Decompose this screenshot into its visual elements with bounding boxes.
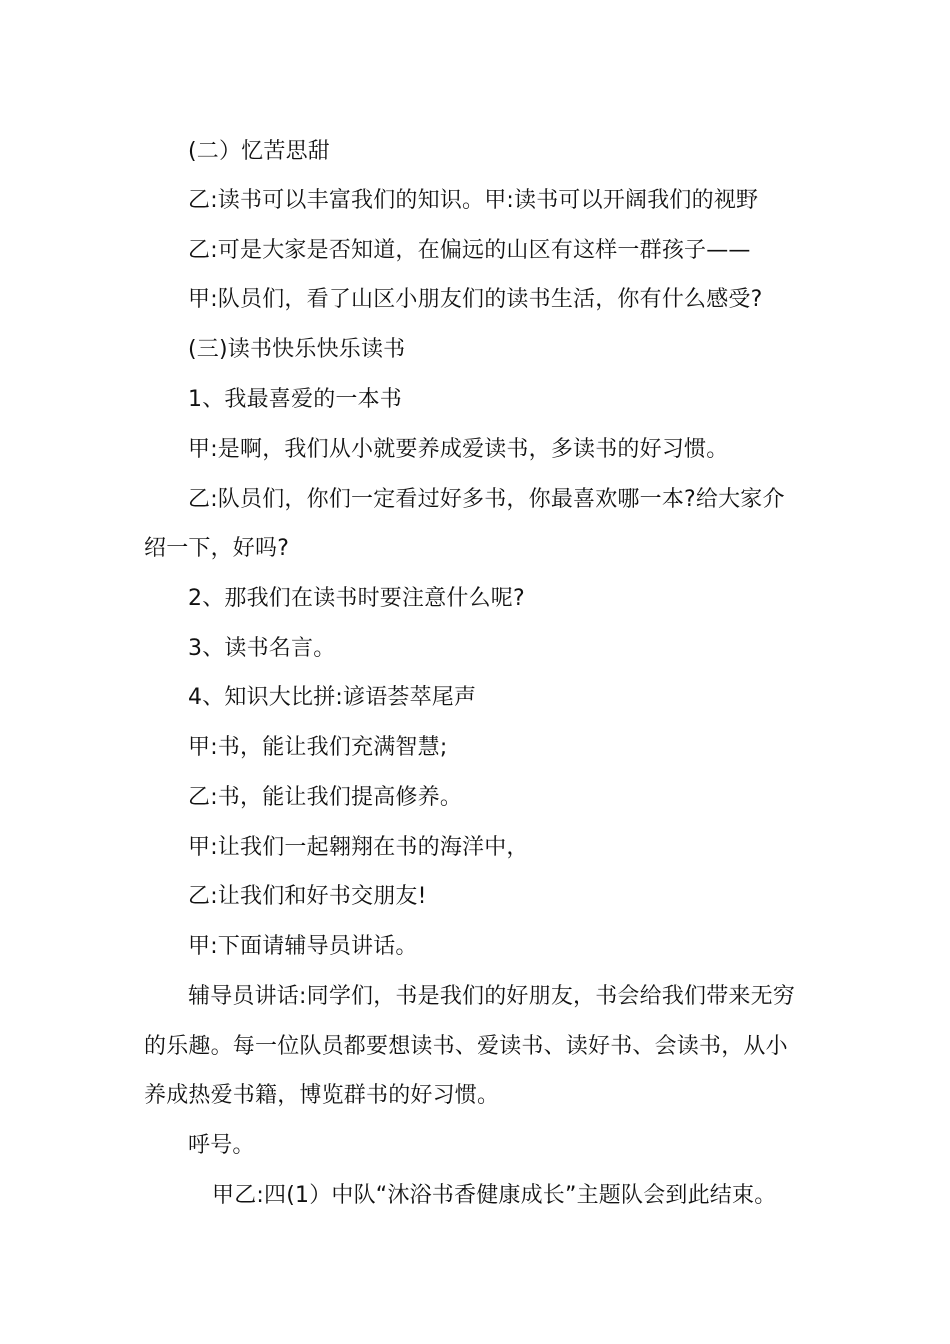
paragraph-line-continuation: 的乐趣。每一位队员都要想读书、爱读书、读好书、会读书，从小 — [144, 1034, 788, 1059]
paragraph-line-continuation: 养成热爱书籍，博览群书的好习惯。 — [144, 1083, 500, 1108]
list-item: 1、我最喜爱的一本书 — [188, 387, 402, 412]
section-heading-3: (三)读书快乐快乐读书 — [188, 337, 406, 362]
list-item: 3、读书名言。 — [188, 636, 336, 661]
dialogue-line: 乙:书，能让我们提高修养。 — [188, 785, 463, 810]
dialogue-line: 甲:队员们，看了山区小朋友们的读书生活，你有什么感受? — [188, 287, 763, 312]
dialogue-line: 乙:队员们，你们一定看过好多书，你最喜欢哪一本?给大家介 — [188, 487, 785, 512]
paragraph-line: 呼号。 — [188, 1133, 255, 1158]
dialogue-line: 乙:让我们和好书交朋友! — [188, 884, 427, 909]
section-heading-2: (二）忆苦思甜 — [188, 139, 330, 164]
dialogue-line: 乙:读书可以丰富我们的知识。甲:读书可以开阔我们的视野 — [188, 188, 759, 213]
dialogue-line: 甲:书，能让我们充满智慧; — [188, 735, 448, 760]
dialogue-line-continuation: 绍一下，好吗? — [144, 536, 290, 561]
dialogue-line: 甲:让我们一起翱翔在书的海洋中， — [188, 835, 529, 860]
list-item: 2、那我们在读书时要注意什么呢? — [188, 586, 525, 611]
closing-line: 甲乙:四(1）中队“沐浴书香健康成长”主题队会到此结束。 — [212, 1183, 777, 1208]
dialogue-line: 甲:下面请辅导员讲话。 — [188, 934, 418, 959]
list-item: 4、知识大比拼:谚语荟萃尾声 — [188, 685, 477, 710]
paragraph-line: 辅导员讲话:同学们，书是我们的好朋友，书会给我们带来无穷 — [188, 984, 796, 1009]
dialogue-line: 乙:可是大家是否知道，在偏远的山区有这样一群孩子—— — [188, 238, 751, 263]
dialogue-line: 甲:是啊，我们从小就要养成爱读书，多读书的好习惯。 — [188, 437, 729, 462]
